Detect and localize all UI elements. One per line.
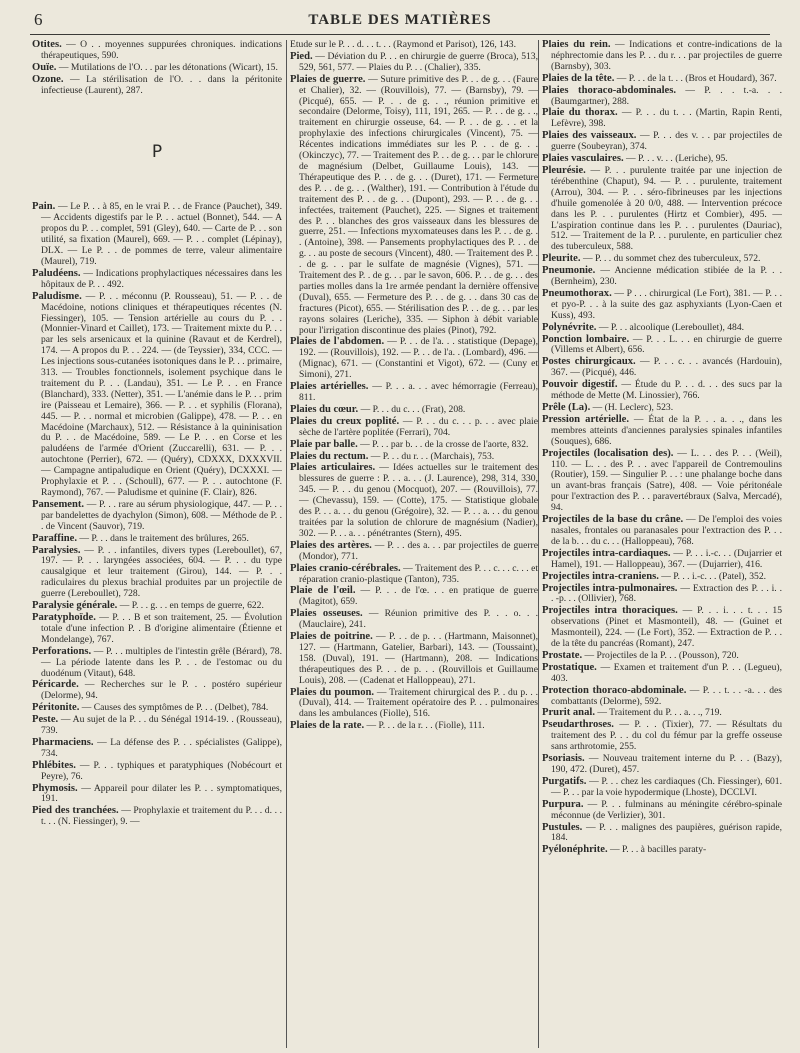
entry-text: — Traitement du P. . . a. . ., 719. — [594, 707, 722, 719]
entry-term: Otites. — [32, 40, 62, 50]
index-entry — [542, 449, 782, 514]
index-entry — [542, 584, 782, 606]
entry-text: — P. . . rare au sérum physiologique, 447. — P. . . par bandelettes de dyachylon (Simon), 608. — Méthode de P. . . de Vincent (Sauvor), 719. — [41, 498, 282, 532]
index-entry — [290, 440, 538, 451]
index-entry — [542, 108, 782, 130]
index-entry — [542, 323, 782, 334]
index-entry — [32, 613, 282, 646]
index-entry — [542, 86, 782, 108]
entry-term: Prurit anal. — [542, 707, 595, 719]
index-column-2 — [286, 40, 538, 1048]
index-entry — [290, 586, 538, 608]
index-column-3 — [538, 40, 782, 1048]
entry-term: Pleurésie. — [542, 164, 586, 176]
index-entry — [542, 40, 782, 73]
entry-term: Paludisme. — [32, 290, 82, 302]
index-entry — [32, 680, 282, 702]
index-entry — [32, 703, 282, 714]
index-entry — [542, 800, 782, 822]
entry-text: — De l'emploi des voies nasales, frontales ou paranasales pour l'extraction des P. . . de la b. . . du c. . . (Halloppeau), 768. — [551, 514, 782, 547]
entry-text: — P. . . méconnu (P. Rousseau), 51. — P. . . de Macédoine, notions cliniques et thérapeutiques récentes (N. Fiessinger), 105. — Tension artérielle au cours du P. . . (Monnier-Vinard et Caillet), 173. — Traitement mixte du P. . . par les sels arsenicaux et la quinine (Ravaut et de Kerdrel), 174. — A propos du P. . . 224. — (de Teyssier), 334, CCC. — Les injections sous-cutanées isotoniques dans le P. . . primaire, 313. — Troubles fonctionnels, isolement psychique dans le traitement du P. . . (Landau), 351. — Le P. . . en France (Blanchard), 333. (Netter), 351. — L'anémie dans le P. . . prim ire (Paisseau et Lemaire), 366. — P. . . et syphilis (Florana), 445. — P. . . normal et microbien (Galippe), 478. — P. . . en Macédoine (Marchaux), 512. — Résistance à la quininisation du P. . . de Macédoine, 589. — Le P. . . en Corse et les paludéens de l'armée d'Orient (Zuccarelli), 631. — P. . . autochtone (Perrier), 672. — (Quéry), CDXXX, DXXXVII. — Campagne antipaludique en Orient (Quéry), DCXXXI. — Prophylaxie et P. . . (Schoull), 677. — P. . . autochtone (F. Raymond), 767. — Paludisme et quinine (F. Clair), 826. — [41, 290, 282, 498]
entry-text: — P. . . t. . . -a. . . des combattants (Delorme), 592. — [551, 684, 782, 707]
index-entry — [542, 515, 782, 548]
entry-text: — P. . . du r. . . (Marchais), 753. — [368, 450, 495, 462]
index-entry — [542, 131, 782, 153]
entry-text: — P. . . des a. . . par projectiles de guerre (Mondor), 771. — [299, 539, 538, 562]
entry-text: — Causes des symptômes de P. . . (Delbet), 784. — [79, 702, 269, 714]
index-entry — [542, 651, 782, 662]
entry-term: Purpura. — [542, 798, 584, 810]
entry-term: Plaies osseuses. — [290, 608, 363, 620]
entry-term: Plaies vasculaires. — [542, 153, 624, 165]
index-entry — [32, 601, 282, 612]
entry-term: Plaies du rectum. — [290, 450, 369, 462]
entry-text: — État de la P. . . a. . ., dans les membres atteints d'anciennes paralysies spinales infantiles (Souques), 686. — [551, 413, 782, 447]
index-entry — [32, 75, 282, 97]
entry-term: Plaie par balle. — [290, 438, 358, 450]
entry-term: Projectiles intra-craniens. — [542, 570, 659, 582]
entry-term: Projectiles intra thoraciques. — [542, 605, 678, 617]
entry-term: Plaies artérielles. — [290, 381, 369, 393]
index-entry — [32, 269, 282, 291]
entry-term: Péritonite. — [32, 702, 80, 714]
entry-text: — P. . . du sommet chez des tuberculeux, 572. — [580, 253, 761, 265]
index-entry — [290, 541, 538, 563]
index-entry — [32, 40, 282, 62]
entry-text: — P. . . de la r. . . (Fiolle), 111. — [364, 720, 485, 732]
index-entry — [32, 761, 282, 783]
entry-text: — P . . . chirurgical (Le Fort), 381. — P. . . et pyo-P. . . à la suite des gaz asphyxiants (Lyon-Caen et Kuss), 493. — [551, 287, 782, 321]
index-entry — [542, 572, 782, 583]
entry-text: — Étude du P. . . d. . . des sucs par la méthode de Mette (M. Linossier), 766. — [551, 379, 782, 402]
entries-group — [32, 40, 282, 97]
index-entry — [32, 534, 282, 545]
index-entry — [542, 777, 782, 799]
entry-term: Plaies des artères. — [290, 539, 372, 551]
entry-term: Paludéens. — [32, 267, 81, 279]
index-entry — [290, 405, 538, 416]
entry-text: — Appareil pour dilater les P. . . symptomatiques, 191. — [41, 782, 282, 805]
index-entry — [542, 380, 782, 402]
index-entry — [32, 784, 282, 806]
entry-text: — P. . . i. . . t. . . 15 observations (Pinet et Masmonteil), 48. — (Guinet et Masmonteil), 224. — (Le Fort), 352. — Extraction de P. . . de la tête du pancréas (Romant), 247. — [551, 605, 782, 650]
index-entry — [290, 688, 538, 721]
index-entry — [290, 40, 538, 51]
entry-text: — P. . . infantiles, divers types (Lereboullet), 67, 197. — P. . . laryngées associées, 604. — P. . . du type causalgique et leur traitement (Girou), 144. — P. . . radiculaires du plexus brachial produites par un projectile de guerre (Lereboullet), 728. — [41, 544, 282, 600]
entry-text: — Au sujet de la P. . . du Sénégal 1914-19. . (Rousseau), 739. — [41, 714, 282, 737]
index-entry — [290, 632, 538, 687]
index-entry — [542, 606, 782, 650]
entry-text: — O . . moyennes suppurées chroniques. indications thérapeutiques, 590. — [41, 40, 282, 61]
page-header — [30, 8, 770, 34]
entry-term: Plaies de poitrine. — [290, 631, 373, 643]
entry-text: — P. . . alcoolique (Lereboullet), 484. — [596, 321, 745, 333]
entry-text: — P. . . i.-c. . . (Dujarrier et Hamel), 191. — Halloppeau), 367. — (Dujarrier), 416. — [551, 547, 782, 570]
index-entry — [290, 382, 538, 404]
entry-term: Postes chirurgicaux. — [542, 356, 636, 368]
index-entry — [542, 266, 782, 288]
entry-term: Plaies thoraco-abdominales. — [542, 84, 677, 96]
running-title: TABLE DES MATIÈRES — [308, 12, 492, 28]
entry-term: Plaies des vaisseaux. — [542, 130, 637, 142]
entry-text: — Traitement chirurgical des P. . du p. . . (Duval), 414. — Traitement opératoire des P. . . pulmonaires dans les ambulances (Fiolle), 516. — [299, 686, 538, 720]
index-entry — [290, 337, 538, 381]
index-entry — [32, 715, 282, 737]
entry-text: — La défense des P. . . spécialistes (Galippe), 734. — [41, 736, 282, 759]
entry-term: Plaies du cœur. — [290, 403, 359, 415]
entry-term: Psoriasis. — [542, 753, 585, 765]
entry-text: — P. . . multiples de l'intestin grêle (Bérard), 78. — La période latente dans les P. . . de l'estomac ou du duodénum (Vitaut), 648. — [41, 645, 282, 679]
entry-term: Paratyphoïde. — [32, 611, 96, 623]
index-entry — [542, 166, 782, 253]
entry-text: — Déviation du P. . . en chirurgie de guerre (Broca), 513, 529, 561, 577. — Plaies du P. . . (Chalier), 335. — [299, 50, 538, 73]
entry-term: Pleurite. — [542, 253, 581, 265]
entry-text: — Réunion primitive des P. . . o. . . (Mauclaire), 241. — [299, 608, 538, 631]
entry-term: Pain. — [32, 201, 56, 213]
index-entry — [290, 564, 538, 586]
index-entry — [542, 720, 782, 753]
index-entry — [290, 52, 538, 74]
index-entry — [32, 500, 282, 533]
index-entry — [542, 686, 782, 708]
entry-text: — Ancienne médication stibiée de la P. . . (Bernheim), 230. — [551, 265, 782, 288]
entry-text: — (H. Leclerc), 523. — [590, 402, 674, 413]
entry-term: Projectiles de la base du crâne. — [542, 514, 684, 526]
entry-term: Plaies de guerre. — [290, 73, 366, 85]
index-entry — [32, 292, 282, 499]
entry-text: — P. . . fulminans au méningite cérébro-spinale méconnue (de Verlizier), 301. — [551, 798, 782, 821]
entry-term: Projectiles intra-cardiaques. — [542, 547, 671, 559]
index-entry — [32, 202, 282, 267]
entry-text: — P. . . par b. . . de la crosse de l'aorte, 832. — [357, 438, 529, 450]
index-entry — [542, 663, 782, 685]
entry-text: — P. . . t.-a. . . (Baumgartner), 288. — [551, 84, 782, 107]
section-letter: P — [151, 141, 163, 162]
entry-term: Pustules. — [542, 821, 583, 833]
entry-term: Phlébites. — [32, 759, 76, 771]
entry-term: Prostate. — [542, 649, 583, 661]
entry-term: Plaies de la tête. — [542, 72, 615, 84]
entry-text: Étude sur le P. . . d. . . t. . . (Raymond et Parisot), 126, 143. — [290, 40, 516, 50]
entry-text: — Idées actuelles sur le traitement des blessures de guerre : P. . . a. . . (J. Laurence), 298, 314, 330, 345. — P. . . du genou (Mocquot), 207. — (Rouvillois), 77. — (Chevassu), 159. — (Cotte), 175. — Statistique globale des P. . . a. . . du genou (Grégoire), 32. — P. . . a. . . du genou traitées par la solution de chlorure de magnésium (Nadier), 302. — P. . . a. . . pénétrantes (Stern), 495. — [299, 462, 538, 539]
entry-term: Phymosis. — [32, 782, 78, 794]
index-entry — [290, 452, 538, 463]
entry-term: Pied. — [290, 50, 313, 62]
index-entry — [290, 75, 538, 337]
entry-term: Pseudarthroses. — [542, 719, 614, 731]
entry-text: — P. . . de p. . . (Hartmann, Maisonnet), 127. — (Hartmann, Gatelier, Barbari), 143. — (Toussaint), 158. (Duval), 191. — (Hartmann), 208. — Indications thérapeutiques des P. . . de p. . . (Rouvillois et Guillaume Louis), 208. — (Cadenat et Halloppeau), 271. — [299, 631, 538, 686]
entry-term: Pneumothorax. — [542, 287, 612, 299]
entry-text: — Examen et traitement d'un P. . . (Legueu), 403. — [551, 661, 782, 684]
entry-text: — L. . . des P. . . (Weil), 110. — L. . . des P. . . avec l'appareil de Contremoulins (Routier), 159. — Singulier P. . . : une phalange boche dans un avant-bras français (Satre), 408. — Voie péritonéale pour l'extraction des P. . . paravertébraux (Salva, Mercadé), 94. — [551, 447, 782, 514]
entry-term: Plaies de l'abdomen. — [290, 336, 385, 348]
entry-text: — P. . . dans le traitement des brûlures, 265. — [77, 532, 249, 544]
index-entry — [32, 63, 282, 74]
entry-term: Plaies cranio-cérébrales. — [290, 562, 401, 574]
entry-term: Ouïe. — [32, 61, 57, 73]
entry-text: — P. . . de l'œ. . . en pratique de guerre (Magitot), 659. — [299, 585, 538, 608]
index-entry — [290, 463, 538, 539]
entry-term: Paralysie générale. — [32, 600, 118, 612]
entry-term: Protection thoraco-abdominale. — [542, 684, 687, 696]
entry-text: — Le P. . . à 85, en le vrai P. . . de France (Pauchet), 349. — Accidents digestifs par le P. . . actuel (Bonnet), 544. — A propos du P. . . complet, 591 (Gley), 640. — Carte de P. . . son utilité, sa fixation (Maurel), 669. — P. . . complet (Lépinay), DLX. — Le P. . . de pommes de terre, valeur alimentaire (Maurel), 719. — [41, 201, 282, 267]
entry-term: Plaies de la rate. — [290, 720, 365, 732]
entry-term: Pyélonéphrite. — [542, 844, 608, 856]
entry-term: Perforations. — [32, 645, 92, 657]
entry-term: Prostatique. — [542, 661, 597, 673]
entry-term: Peste. — [32, 714, 59, 726]
entry-text: — P. . . du c. . . (Frat), 208. — [358, 403, 466, 415]
index-entry — [290, 609, 538, 631]
index-column-1 — [32, 40, 282, 1048]
entry-text: — P. . . malignes des paupières, guérison rapide, 184. — [551, 821, 782, 844]
index-entry — [542, 154, 782, 165]
entry-term: Pression artérielle. — [542, 413, 629, 425]
entry-term: Plaies du creux poplité. — [290, 415, 400, 427]
entry-term: Plaie de l'œil. — [290, 585, 356, 597]
entry-text: — P. . . c. . . avancés (Hardouin), 367. — (Picqué), 446. — [551, 356, 782, 379]
index-entry — [32, 738, 282, 760]
entry-text: — Prophylaxie et traitement du P. . . d. . . t. . . (N. Fiessinger), 9. — — [41, 805, 282, 828]
index-entry — [32, 546, 282, 601]
index-entry — [542, 845, 782, 856]
index-entry — [542, 415, 782, 448]
index-entry — [290, 417, 538, 439]
entry-term: Pied des tranchées. — [32, 805, 119, 817]
entry-term: Pansement. — [32, 498, 85, 510]
entry-text: — Suture primitive des P. . . de g. . . (Faure et Chalier), 32. — (Rouvillois), 77. — (Barnsby), 79. — (Picqué), 655. — P. . . de g. . ., réunion primitive et secondaire (Delorme, Toisy), 111, 191, 265. — P. . . de g. . ., traitement en chirurgie osseuse, 64. — P. . . de g. . . et la prophylaxie des infections chirurgicales (Vincent), 75. — Récentes indications immédiates sur les P. . . de g. . . (Okinczyc), 77. — Traitement des P. . . de g. . . par le chlorure de magnésium (Delbet, Guillaume Louis), 143. — Thérapeutique des P. . . de g. . . (Duret), 171. — Fermeture des P. . . de g. . . (Walther), 191. — Contribution à l'étude du traitement des P. . . de g. . . (Dupont), 293. — P. . . de g. . . infectées, traitement (Pauchet), 225. — Signes et traitement des P. . . blanches des gros vaisseaux dans les blessures de guerre, 251. — Infections myxomateuses dans les P. . . de g. . . (Antoine), 398. — Pansements prophylactiques des P. . . de g. . . au poste de secours (Vincent), 480. — Traitement des P. . . de g. . . par le sulfate de magnésie (Vignes), 571. — Traitement des P. . de g. . . par le savon, 606. P. . . de g. . . des parties molles dans la 1re armée pendant la dernière offensive (Duval), 655. — Fermeture des P. . . de g. . . dans 30 cas de fractures (Picot), 655. — Stérilisation des P. . . de g. . . par les rayons solaires (Leriche), 335. — Siphon à débit variable pour l'irrigation discontinue des plaies (Pinot), 792. — [299, 73, 538, 336]
entry-text: — Recherches sur le P. . . postéro supérieur (Delorme), 94. — [41, 679, 282, 702]
entry-text: — Traitement des P. . . c. . . c. . . et réparation cranio-plastique (Tanton), 735. — [299, 562, 538, 585]
entry-text: — P. . . du c. . . p. . . avec plaie sèche de l'artère poplitée (Ferrari), 704. — [299, 415, 538, 438]
index-entry — [542, 254, 782, 265]
entry-text: — Indications et contre-indications de la néphrectomie dans les P. . . du r. . . par projectiles de guerre (Barnsby), 303. — [551, 40, 782, 72]
entry-text: — P. . . à bacilles paraty- — [607, 844, 707, 856]
index-entry — [542, 754, 782, 776]
entry-text: — P. . . (Tixier), 77. — Résultats du traitement des P. . . du col du fémur par la greffe osseuse sans arthrotomie, 255. — [551, 719, 782, 753]
entry-text: — P. . . a. . . avec hémorragie (Ferreau), 811. — [299, 381, 538, 403]
entry-text: — Extraction des P. . . i. . . -p. . . (Ollivier), 768. — [551, 582, 782, 605]
entry-term: Pharmaciens. — [32, 736, 94, 748]
index-entry — [542, 74, 782, 85]
entry-term: Ozone. — [32, 73, 64, 85]
entries-group — [290, 40, 538, 732]
index-entry — [542, 549, 782, 571]
entry-text: — P. . . g. . . en temps de guerre, 622. — [117, 600, 264, 612]
entry-text: — P. . . du t. . . (Martin, Rapin Renti, Lefèvre), 398. — [551, 107, 782, 130]
entry-term: Plaie du thorax. — [542, 107, 618, 119]
entry-term: Plaies du poumon. — [290, 686, 375, 698]
entry-text: — P. . . B et son traitement, 25. — Évolution totale d'une infection P. . B d'origine alimentaire (Étienne et Mondelange), 767. — [41, 611, 282, 645]
entry-text: — P. . . i.-c. . . (Patel), 352. — [658, 570, 767, 582]
index-entry — [290, 721, 538, 732]
index-entry — [542, 357, 782, 379]
entry-text: — Nouveau traitement interne du P. . . (Bazy), 190, 472. (Duret), 457. — [551, 753, 782, 775]
header-rule — [30, 34, 770, 35]
entry-text: — P. . . des v. . . par projectiles de guerre (Soubeyran), 374. — [551, 130, 782, 153]
index-entry — [542, 823, 782, 845]
entry-term: Péricarde. — [32, 679, 79, 691]
entry-term: Ponction lombaire. — [542, 333, 630, 345]
entry-term: Projectiles intra-pulmonaires. — [542, 582, 678, 594]
entry-text: — Projectiles de la P. . . (Pousson), 720. — [582, 649, 739, 661]
entry-text: — P. . . purulente traitée par une injection de térébenthine (Chaput), 94. — P. . . purulente, traitement (Arrou), 304. — P. . . séro-fibrineuses par les injections d'huile gomenolée à 20 0/0, 488. — Intervention précoce dans les P. . . purulentes (Hirtz et Combier), 495. — L'aspiration continue dans les P. . . purulentes (Dauriac), 512. — Traitement de la P. . . purulente, en particulier chez des tuberculeux, 588. — [551, 164, 782, 253]
entry-term: Pneumonie. — [542, 265, 596, 277]
entries-group — [542, 40, 782, 856]
index-entry — [542, 289, 782, 322]
entry-term: Projectiles (localisation des). — [542, 447, 674, 459]
page-number: 6 — [34, 10, 43, 29]
index-entry — [542, 708, 782, 719]
entry-term: Purgatifs. — [542, 775, 587, 787]
index-entry — [32, 647, 282, 680]
entry-text: — P. . . L. . . en chirurgie de guerre (Villems et Albert), 656. — [551, 333, 782, 356]
entry-text: — P. . . typhiques et paratyphiques (Nobécourt et Peyre), 76. — [41, 759, 282, 782]
entry-term: Plaies du rein. — [542, 40, 611, 50]
entry-term: Prêle (La). — [542, 402, 591, 413]
entry-text: — P. . . chez les cardiaques (Ch. Fiessinger), 601. — P. . . par la voie hypodermique (Lhoste), DCCLVI. — [551, 775, 782, 798]
entry-text: — P. . . v. . . (Leriche), 95. — [623, 153, 728, 165]
entry-text: — P. . . de l'a. . . statistique (Depage), 192. — (Rouvillois), 192. — P. . . de l'a. . (Lombard), 496. — (Mignac), 671. — (Constantini et Vigot), 672. — (Cuny et Simoni), 271. — [299, 336, 538, 381]
entry-term: Paraffine. — [32, 532, 78, 544]
index-entry — [542, 335, 782, 357]
index-entry — [542, 403, 782, 414]
index-entry — [32, 806, 282, 828]
entry-text: — P. . . de la t. . . (Bros et Houdard), 367. — [614, 72, 777, 84]
entry-text: — Mutilations de l'O. . . par les détonations (Wicart), 15. — [56, 61, 278, 73]
entry-text: — Indications prophylactiques nécessaires dans les hôpitaux de P. . . 492. — [41, 267, 282, 290]
entry-term: Paralysies. — [32, 544, 81, 556]
entry-term: Pouvoir digestif. — [542, 379, 618, 391]
entry-term: Plaies articulaires. — [290, 462, 376, 474]
entry-text: — La stérilisation de l'O. . . dans la péritonite infectieuse (Laurent), 287. — [41, 73, 282, 96]
entries-group — [32, 202, 282, 828]
entry-term: Polynévrite. — [542, 321, 597, 333]
